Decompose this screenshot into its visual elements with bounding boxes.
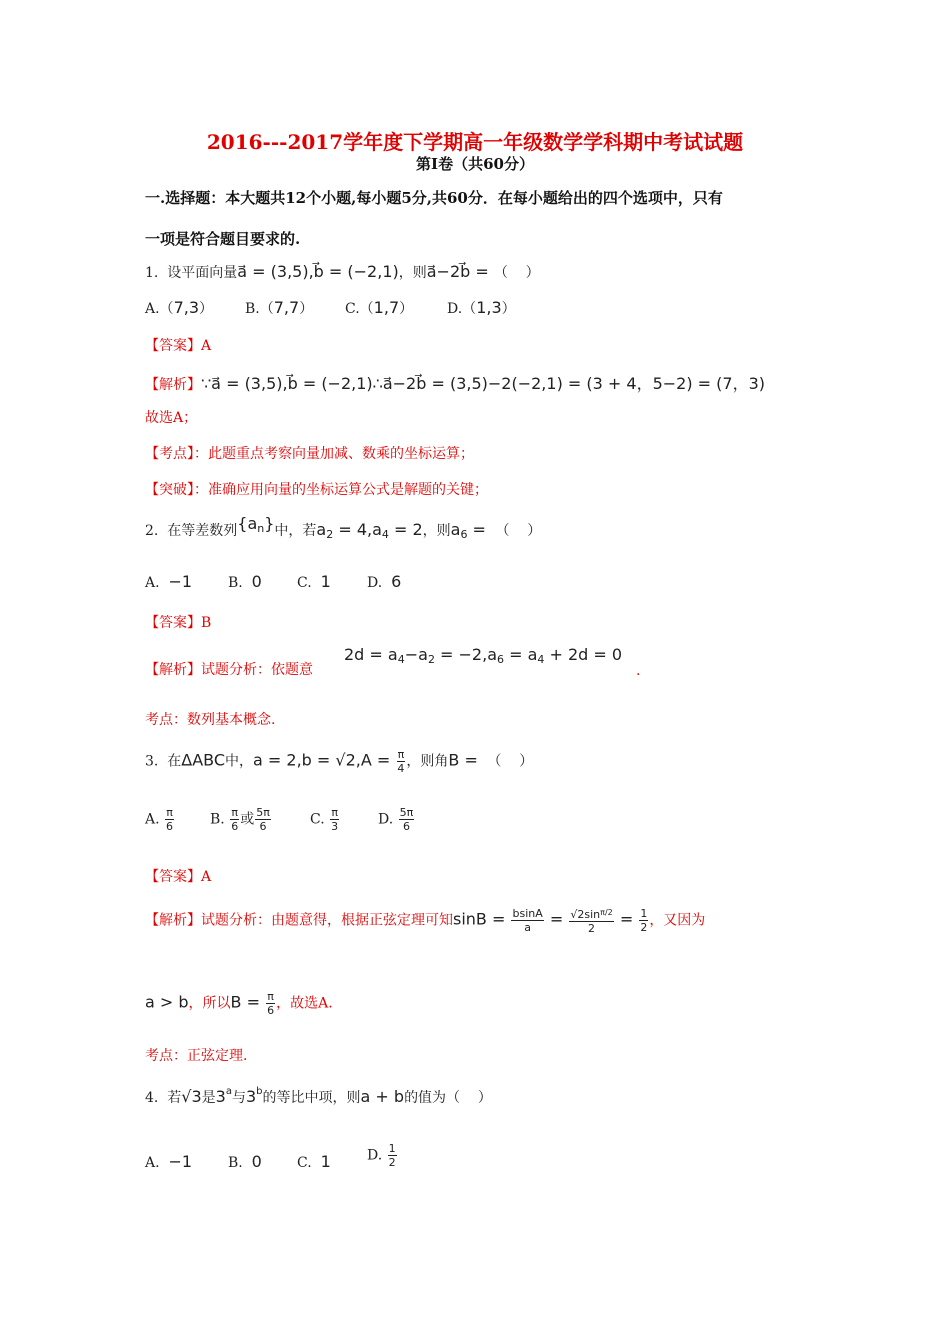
question-2-analysis-period: .	[636, 663, 641, 679]
question-1-option-b: B.（7,7）	[245, 298, 314, 317]
question-2-option-c: C. 1	[297, 572, 331, 591]
question-3-option-a: A. $\frac{\pi}{6}$	[145, 806, 174, 833]
question-4-option-d: D. $\frac{1}{2}$	[367, 1142, 396, 1169]
question-2-option-b: B. 0	[228, 572, 262, 591]
question-2-stem: 2. 在等差数列$\{a_n\}$中，若$a_2 = 4,a_4 = 2$，则$a_6$ = （ ）	[145, 514, 542, 541]
question-4-option-c: C. 1	[297, 1152, 331, 1171]
question-1-answer: 【答案】A	[145, 338, 212, 354]
page-title: 2016---2017学年度下学期高一年级数学学科期中考试试题	[206, 130, 744, 154]
question-1-option-a: A.（7,3）	[145, 298, 214, 317]
question-2-analysis-label: 【解析】试题分析：依题意	[145, 662, 313, 678]
question-1-tupo: 【突破】：准确应用向量的坐标运算公式是解题的关键；	[145, 482, 488, 498]
question-2-option-d: D. 6	[367, 572, 402, 591]
question-2-option-a: A. −1	[145, 572, 193, 591]
question-2-answer: 【答案】B	[145, 615, 212, 631]
question-3-analysis: 【解析】试题分析：由题意得，根据正弦定理可知sinB = $\frac{bsinA}{a}$ = $\frac{√2\sin^{\pi/2}}{2}$ = $\frac{1}{2}$ ，又因为	[145, 907, 706, 935]
question-3-option-b: B. $\frac{\pi}{6}$ 或 $\frac{5\pi}{6}$	[210, 806, 270, 833]
question-1-math: a⃗ = (3,5),b⃗ = (−2,1)	[237, 262, 399, 281]
question-1-text: 1. 设平面向量	[145, 265, 238, 281]
section-intro-line2: 一项是符合题目要求的.	[145, 230, 301, 248]
question-1-conclusion: 故选A；	[145, 410, 198, 426]
question-3-option-c: C. $\frac{\pi}{3}$	[310, 806, 339, 833]
section-intro-line1: 一.选择题：本大题共12个小题,每小题5分,共60分．在每小题给出的四个选项中，只有	[145, 189, 723, 207]
question-1-analysis: 【解析】∵a⃗ = (3,5),b⃗ = (−2,1)∴a⃗−2b⃗ = (3,5)−2(−2,1) = (3 + 4，5−2) = (7，3)	[145, 374, 765, 393]
page-subtitle: 第Ⅰ卷（共60分）	[416, 155, 534, 173]
question-3-kaodian: 考点：正弦定理.	[145, 1048, 248, 1064]
question-3-option-d: D. $\frac{5\pi}{6}$	[378, 806, 414, 833]
question-3-answer: 【答案】A	[145, 869, 212, 885]
question-1-stem: 1. 设平面向量a⃗ = (3,5),b⃗ = (−2,1)，则a⃗−2b⃗ = （ ）	[145, 262, 540, 281]
question-1-option-c: C.（1,7）	[345, 298, 414, 317]
question-4-option-b: B. 0	[228, 1152, 262, 1171]
question-3-analysis-2: a > b，所以B = $\frac{\pi}{6}$ ，故选A.	[145, 990, 333, 1017]
question-2-kaodian: 考点：数列基本概念.	[145, 712, 276, 728]
question-1-kaodian: 【考点】：此题重点考察向量加减、数乘的坐标运算；	[145, 446, 474, 462]
question-2-analysis-math: $2d = a_4-a_2 = -2,a_6 = a_4 + 2d = 0$	[344, 645, 623, 666]
question-4-stem: 4. 若√3是3$^a$与3$^b$的等比中项，则a + b的值为（ ）	[145, 1086, 492, 1106]
question-4-option-a: A. −1	[145, 1152, 193, 1171]
question-3-stem: 3. 在ΔABC中，a = 2,b = √2,A = $\frac{\pi}{4}$ ，则角B = （ ）	[145, 748, 534, 775]
question-1-option-d: D.（1,3）	[447, 298, 516, 317]
